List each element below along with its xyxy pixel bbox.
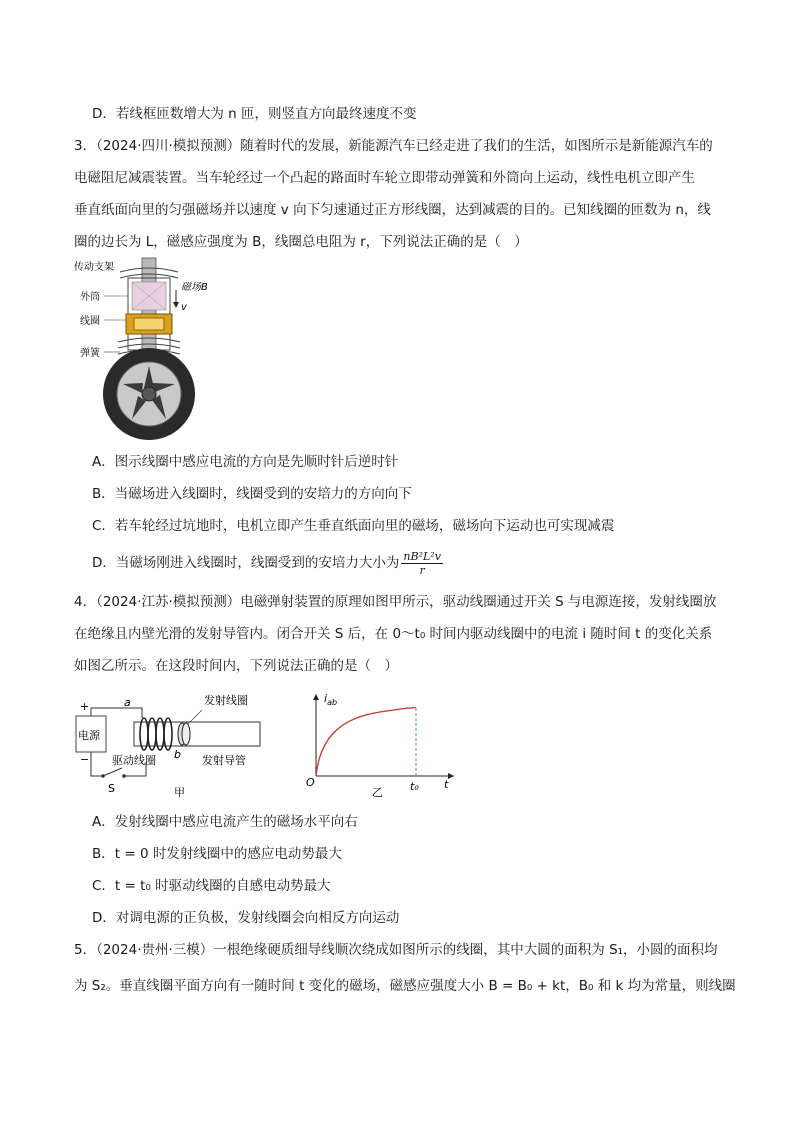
label-launch-tube: 发射导管 <box>202 754 246 767</box>
label-launch-coil: 发射线圈 <box>204 694 248 707</box>
q4-option-a: A．发射线圈中感应电流产生的磁场水平向右 <box>92 814 358 830</box>
q5-stem-line-2: 为 S₂。垂直线圈平面方向有一随时间 t 变化的磁场，磁感应强度大小 B = B₀ + kt，B₀ 和 k 均为常量，则线圈 <box>74 978 736 994</box>
drive-coil <box>140 718 172 750</box>
q4-stem-line-3: 如图乙所示。在这段时间内，下列说法正确的是（ ） <box>74 658 398 674</box>
q3-option-b: B．当磁场进入线圈时，线圈受到的安培力的方向向下 <box>92 486 412 502</box>
caption-yi: 乙 <box>372 786 383 799</box>
q4-option-d: D．对调电源的正负极，发射线圈会向相反方向运动 <box>92 910 400 926</box>
q3-stem-line-2: 电磁阻尼减震装置。当车轮经过一个凸起的路面时车轮立即带动弹簧和外筒向上运动，线性电机立即产生 <box>74 170 695 186</box>
q3-option-c: C．若车轮经过坑地时，电机立即产生垂直纸面向里的磁场，磁场向下运动也可实现减震 <box>92 518 615 534</box>
label-drive-bracket: 传动支架 <box>74 262 114 273</box>
q4-option-c: C．t = t₀ 时驱动线圈的自感电动势最大 <box>92 878 331 894</box>
q5-stem-line-1: 5．（2024·贵州·三模）一根绝缘硬质细导线顺次绕成如图所示的线圈，其中大圆的面积为 S₁，小圆的面积均 <box>74 942 718 958</box>
label-drive-coil: 驱动线圈 <box>112 754 156 767</box>
current-curve <box>316 708 416 776</box>
q3-option-d-text: D．当磁场刚进入线圈时，线圈受到的安培力大小为 <box>92 555 400 571</box>
current-time-graph <box>300 688 460 800</box>
switch-s <box>103 768 122 776</box>
label-b: b <box>174 748 181 761</box>
caption-jia: 甲 <box>174 786 185 799</box>
minus-sign: − <box>80 753 90 766</box>
label-magnetic-field: 磁场B <box>181 282 208 293</box>
label-coil: 线圈 <box>80 316 100 327</box>
label-velocity: v <box>181 302 187 313</box>
t0-label: t₀ <box>410 780 419 793</box>
x-axis-label: t <box>444 778 449 791</box>
label-outer-tube: 外筒 <box>80 292 100 303</box>
label-power-source: 电源 <box>78 729 100 742</box>
label-switch: S <box>108 782 115 795</box>
shock-absorber-figure <box>72 256 222 446</box>
q3-stem-line-3: 垂直纸面向里的匀强磁场并以速度 v 向下匀速通过正方形线圈，达到减震的目的。已知线圈的匝数为 n，线 <box>74 202 711 218</box>
label-a: a <box>124 696 131 709</box>
q4-option-b: B．t = 0 时发射线圈中的感应电动势最大 <box>92 846 342 862</box>
q3-stem-line-4: 圈的边长为 L，磁感应强度为 B，线圈总电阻为 r，下列说法正确的是（ ） <box>74 234 528 250</box>
launch-tube <box>134 722 260 746</box>
q3-stem-line-1: 3．（2024·四川·模拟预测）随着时代的发展，新能源汽车已经走进了我们的生活，如图所示是新能源汽车的 <box>74 138 713 154</box>
q3-option-a: A．图示线圈中感应电流的方向是先顺时针后逆时针 <box>92 454 399 470</box>
fraction-denominator: r <box>419 563 425 577</box>
q4-stem-line-1: 4．（2024·江苏·模拟预测）电磁弹射装置的原理如图甲所示，驱动线圈通过开关 S 与电源连接，发射线圈放 <box>74 594 717 610</box>
launcher-circuit-figure <box>72 688 272 800</box>
q3-option-d-fraction <box>401 550 443 577</box>
origin-label: O <box>306 776 315 789</box>
label-spring: 弹簧 <box>80 348 100 359</box>
q3-option-d <box>92 548 443 578</box>
q4-stem-line-2: 在绝缘且内壁光滑的发射导管内。闭合开关 S 后，在 0～t₀ 时间内驱动线圈中的电流 i 随时间 t 的变化关系 <box>74 626 713 642</box>
plus-sign: + <box>80 700 90 713</box>
y-axis-label: $i_{ab}$ <box>324 692 338 707</box>
q2-option-d: D．若线框匝数增大为 n 匝，则竖直方向最终速度不变 <box>92 106 417 122</box>
fraction-numerator: nB²L²v <box>403 549 441 563</box>
